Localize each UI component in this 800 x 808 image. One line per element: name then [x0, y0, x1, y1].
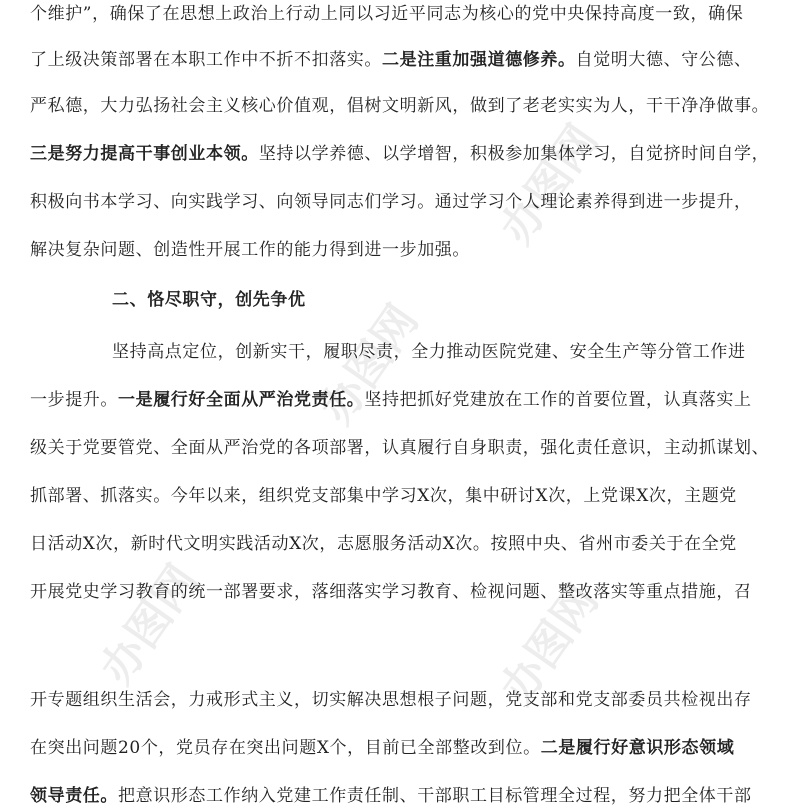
paragraph-line: 日活动X次，新时代文明实践活动X次，志愿服务活动X次。按照中央、省州市委关于在全党	[30, 534, 737, 554]
paragraph-line: 个维护”，确保了在思想上政治上行动上同以习近平同志为核心的党中央保持高度一致，确保	[30, 4, 744, 24]
text-run: 坚持把抓好党建放在工作的首要位置，认真落实上	[364, 390, 752, 410]
paragraph-line: 级关于党要管党、全面从严治党的各项部署，认真履行自身职责，强化责任意识，主动抓谋划、	[30, 438, 770, 458]
paragraph-line: 抓部署、抓落实。今年以来，组织党支部集中学习X次，集中研讨X次，上党课X次，主题党	[30, 486, 737, 506]
bold-point: 二是履行好意识形态领域	[540, 738, 735, 758]
bold-point: 二是注重加强道德修养。	[382, 50, 576, 70]
paragraph-line	[30, 388, 775, 412]
text-run: 坚持以学养德、以学增智，积极参加集体学习，自觉挤时间自学，	[258, 144, 770, 164]
bold-point: 三是努力提高干事创业本领。	[30, 144, 259, 164]
section-heading: 二、恪尽职守，创先争优	[112, 290, 306, 310]
paragraph-line	[30, 48, 775, 72]
paragraph-line	[30, 784, 775, 808]
watermark: 办图网	[490, 115, 609, 254]
paragraph-line: 积极向书本学习、向实践学习、向领导同志们学习。通过学习个人理论素养得到进一步提升，	[30, 192, 752, 212]
paragraph-line	[30, 142, 775, 166]
paragraph-line: 坚持高点定位，创新实干，履职尽责，全力推动医院党建、安全生产等分管工作进	[112, 342, 746, 362]
paragraph-line: 严私德，大力弘扬社会主义核心价值观，倡树文明新风，做到了老老实实为人，干干净净做事。	[30, 96, 770, 116]
paragraph-line	[30, 736, 775, 760]
text-run: 了上级决策部署在本职工作中不折不扣落实。	[30, 50, 382, 70]
bold-point: 领导责任。	[30, 786, 118, 806]
paragraph-line: 开专题组织生活会，力戒形式主义，切实解决思想根子问题，党支部和党支部委员共检视出存	[30, 690, 752, 710]
paragraph-line: 开展党史学习教育的统一部署要求，落细落实学习教育、检视问题、整改落实等重点措施，召	[30, 582, 752, 602]
paragraph-line: 解决复杂问题、创造性开展工作的能力得到进一步加强。	[30, 240, 470, 260]
watermark: 办图网	[90, 555, 209, 694]
text-run: 在突出问题20个，党员存在突出问题X个，目前已全部整改到位。	[30, 738, 541, 758]
text-run: 自觉明大德、守公德、	[575, 50, 752, 70]
bold-point: 一是履行好全面从严治党责任。	[118, 390, 365, 410]
text-run: 一步提升。	[30, 390, 118, 410]
watermark: 办图网	[310, 295, 429, 434]
watermark: 办图网	[490, 575, 609, 714]
text-run: 把意识形态工作纳入党建工作责任制、干部职工目标管理全过程，努力把全体干部	[118, 786, 752, 806]
